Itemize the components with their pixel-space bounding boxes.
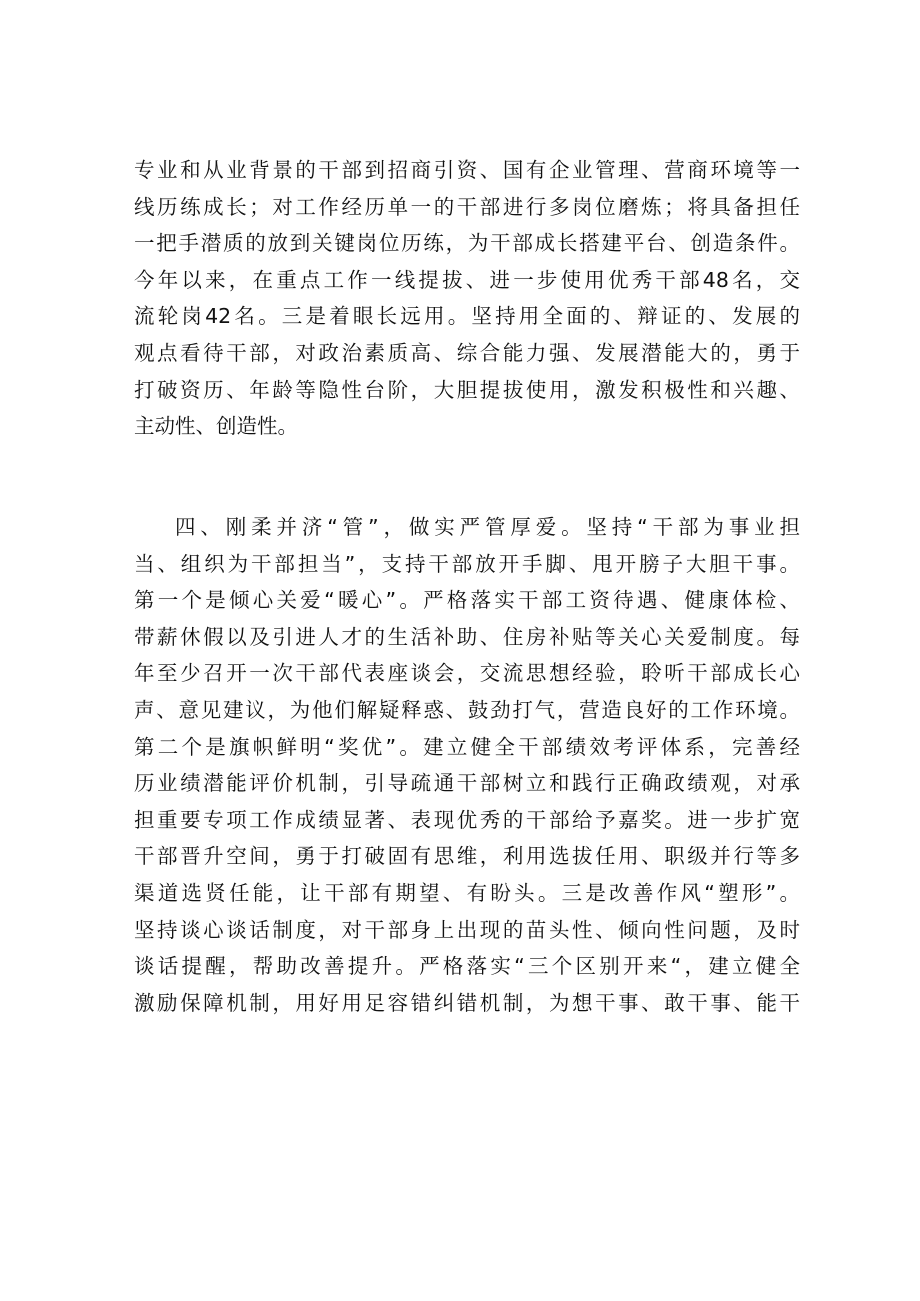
paragraph-2 bbox=[134, 509, 800, 1021]
paragraph-2-line-4: 带薪休假以及引进人才的生活补助、住房补贴等关心关爱制度。每 bbox=[134, 624, 800, 649]
paragraph-1-line-2: 线历练成长；对工作经历单一的干部进行多岗位磨炼；将具备担任 bbox=[134, 194, 800, 219]
paragraph-2-line-11: 渠道选贤任能，让干部有期望、有盼头。三是改善作风“塑形”。 bbox=[134, 880, 800, 905]
paragraph-1-line-6: 观点看待干部，对政治素质高、综合能力强、发展潜能大的，勇于 bbox=[134, 340, 800, 365]
paragraph-1-line-8: 主动性、创造性。 bbox=[134, 414, 298, 439]
paragraph-2-line-10: 干部晋升空间，勇于打破固有思维，利用选拔任用、职级并行等多 bbox=[134, 844, 800, 869]
paragraph-1-line-1: 专业和从业背景的干部到招商引资、国有企业管理、营商环境等一 bbox=[134, 158, 800, 182]
paragraph-2-line-8: 历业绩潜能评价机制，引导疏通干部树立和践行正确政绩观，对承 bbox=[134, 771, 800, 796]
paragraph-2-line-12: 坚持谈心谈话制度，对干部身上出现的苗头性、倾向性问题，及时 bbox=[134, 917, 800, 942]
paragraph-2-line-9: 担重要专项工作成绩显著、表现优秀的干部给予嘉奖。进一步扩宽 bbox=[134, 807, 800, 832]
paragraph-1-line-4: 今年以来，在重点工作一线提拔、进一步使用优秀干部48名，交 bbox=[134, 267, 800, 292]
paragraph-2-line-6: 声、意见建议，为他们解疑释惑、鼓劲打气，营造良好的工作环境。 bbox=[134, 697, 800, 722]
paragraph-2-line-13: 谈话提醒，帮助改善提升。严格落实“三个区别开来“，建立健全 bbox=[134, 954, 800, 979]
paragraph-1-line-5: 流轮岗42名。三是着眼长远用。坚持用全面的、辩证的、发展的 bbox=[134, 304, 800, 329]
paragraph-2-line-14: 激励保障机制，用好用足容错纠错机制，为想干事、敢干事、能干 bbox=[134, 990, 800, 1015]
paragraph-1 bbox=[134, 152, 800, 445]
paragraph-2-line-3: 第一个是倾心关爱“暖心”。严格落实干部工资待遇、健康体检、 bbox=[134, 588, 800, 613]
paragraph-2-line-5: 年至少召开一次干部代表座谈会，交流思想经验，聆听干部成长心 bbox=[134, 661, 800, 686]
paragraph-2-line-7: 第二个是旗帜鲜明“奖优”。建立健全干部绩效考评体系，完善经 bbox=[134, 734, 800, 759]
paragraph-1-line-7: 打破资历、年龄等隐性台阶，大胆提拔使用，激发积极性和兴趣、 bbox=[134, 377, 800, 402]
paragraph-2-line-2: 当、组织为干部担当”，支持干部放开手脚、甩开膀子大胆干事。 bbox=[134, 551, 800, 576]
paragraph-2-line-1: 四、刚柔并济“管”，做实严管厚爱。坚持“干部为事业担 bbox=[175, 515, 800, 539]
paragraph-1-line-3: 一把手潜质的放到关键岗位历练，为干部成长搭建平台、创造条件。 bbox=[134, 231, 800, 256]
